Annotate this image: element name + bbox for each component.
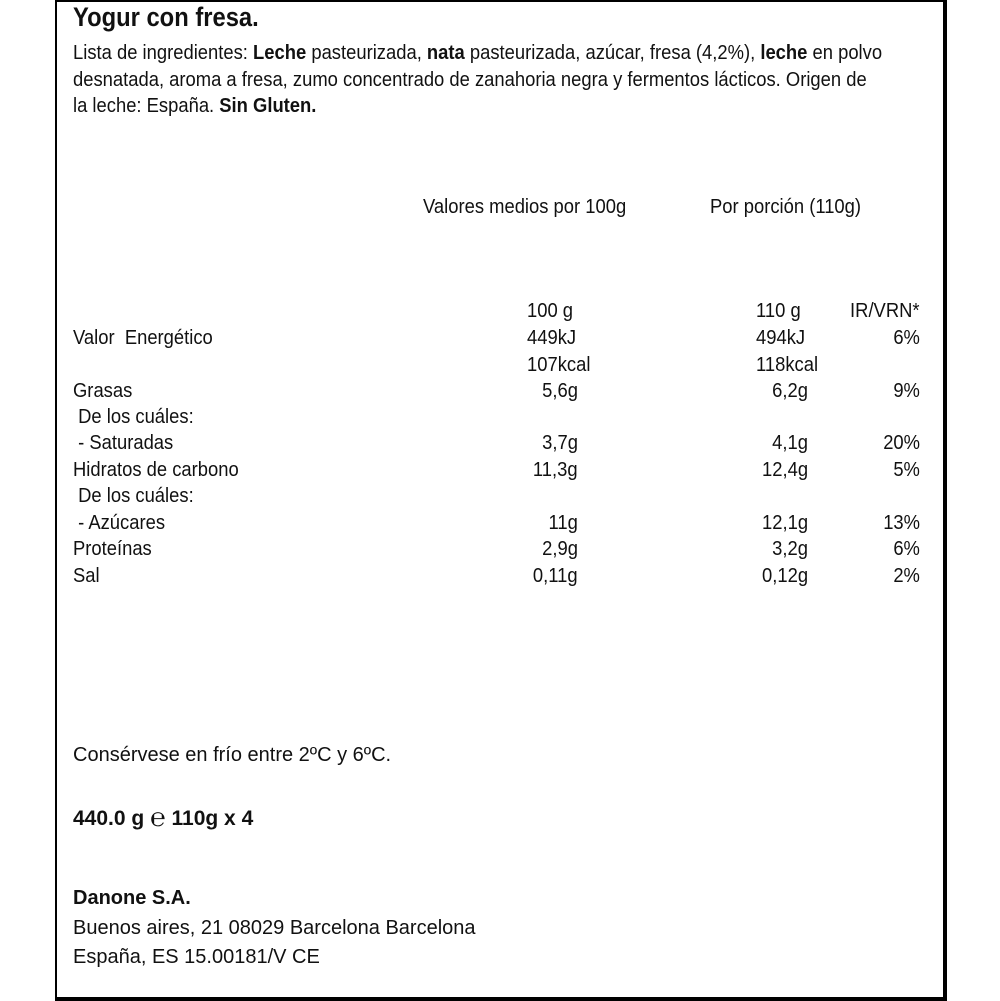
nutrient-label: De los cuáles: <box>73 406 194 428</box>
estimated-sign-icon: ℮ <box>150 803 166 833</box>
nutrient-label: - Saturadas <box>73 432 174 454</box>
value-per-portion: 0,12g <box>761 565 808 587</box>
manufacturer-address-line1: Buenos aires, 21 08029 Barcelona Barcelona <box>73 917 476 939</box>
value-per-100g: 11g <box>548 512 578 534</box>
ingredients-prefix: Lista de ingredientes: <box>73 42 254 64</box>
nutrient-label: Hidratos de carbono <box>73 459 239 481</box>
ingredients-list <box>73 40 883 120</box>
storage-instructions: Consérvese en frío entre 2ºC y 6ºC. <box>73 744 392 766</box>
col-header-100g: 100 g <box>527 300 574 322</box>
value-per-portion: 3,2g <box>772 538 808 560</box>
ingredient-text: en polvo desnatada, aroma a fresa, zumo concentrado de zanahoria negra y fermentos lácticos. Origen de la leche: España. <box>73 42 883 117</box>
value-per-portion: 12,4g <box>761 459 808 481</box>
value-ir-vrn: 5% <box>893 459 920 481</box>
value-per-100g: 5,6g <box>542 380 578 402</box>
ingredient-bold: nata <box>426 42 465 64</box>
value-per-100g: 449kJ <box>527 327 577 349</box>
value-per-portion: 6,2g <box>772 380 808 402</box>
value-ir-vrn: 13% <box>883 512 920 534</box>
nutrient-label: Sal <box>73 565 100 587</box>
net-weight-total: 440.0 g <box>73 807 145 830</box>
value-per-portion: 118kcal <box>756 354 819 376</box>
value-per-100g: 107kcal <box>527 354 591 376</box>
header-per-100g: Valores medios por 100g <box>423 196 627 218</box>
ingredient-bold: Leche <box>253 42 307 64</box>
value-ir-vrn: 9% <box>893 380 920 402</box>
value-ir-vrn: 2% <box>893 565 920 587</box>
net-weight <box>73 802 253 832</box>
ingredient-bold: leche <box>760 42 808 64</box>
value-per-100g: 2,9g <box>542 538 578 560</box>
nutrient-label: Valor Energético <box>73 327 213 349</box>
product-title: Yogur con fresa. <box>73 2 259 32</box>
value-ir-vrn: 6% <box>893 538 920 560</box>
nutrient-label: De los cuáles: <box>73 485 194 507</box>
manufacturer-name: Danone S.A. <box>73 887 191 909</box>
value-per-portion: 4,1g <box>772 432 808 454</box>
nutrient-label: - Azúcares <box>73 512 166 534</box>
value-per-100g: 3,7g <box>542 432 578 454</box>
nutrient-label: Grasas <box>73 380 133 402</box>
net-weight-units: 110g x 4 <box>171 807 254 830</box>
value-ir-vrn: 6% <box>893 327 920 349</box>
col-header-ir-vrn: IR/VRN* <box>850 300 920 322</box>
value-per-100g: 11,3g <box>533 459 578 481</box>
value-ir-vrn: 20% <box>883 432 920 454</box>
value-per-portion: 494kJ <box>756 327 806 349</box>
gluten-free-note: Sin Gluten. <box>219 95 317 117</box>
col-header-110g: 110 g <box>756 300 801 322</box>
value-per-portion: 12,1g <box>761 512 808 534</box>
manufacturer-address-line2: España, ES 15.00181/V CE <box>73 946 320 968</box>
value-per-100g: 0,11g <box>533 565 578 587</box>
header-per-portion: Por porción (110g) <box>710 196 862 218</box>
ingredient-text: pasteurizada, azúcar, fresa (4,2%), <box>464 42 761 64</box>
nutrient-label: Proteínas <box>73 538 152 560</box>
ingredient-text: pasteurizada, <box>306 42 427 64</box>
